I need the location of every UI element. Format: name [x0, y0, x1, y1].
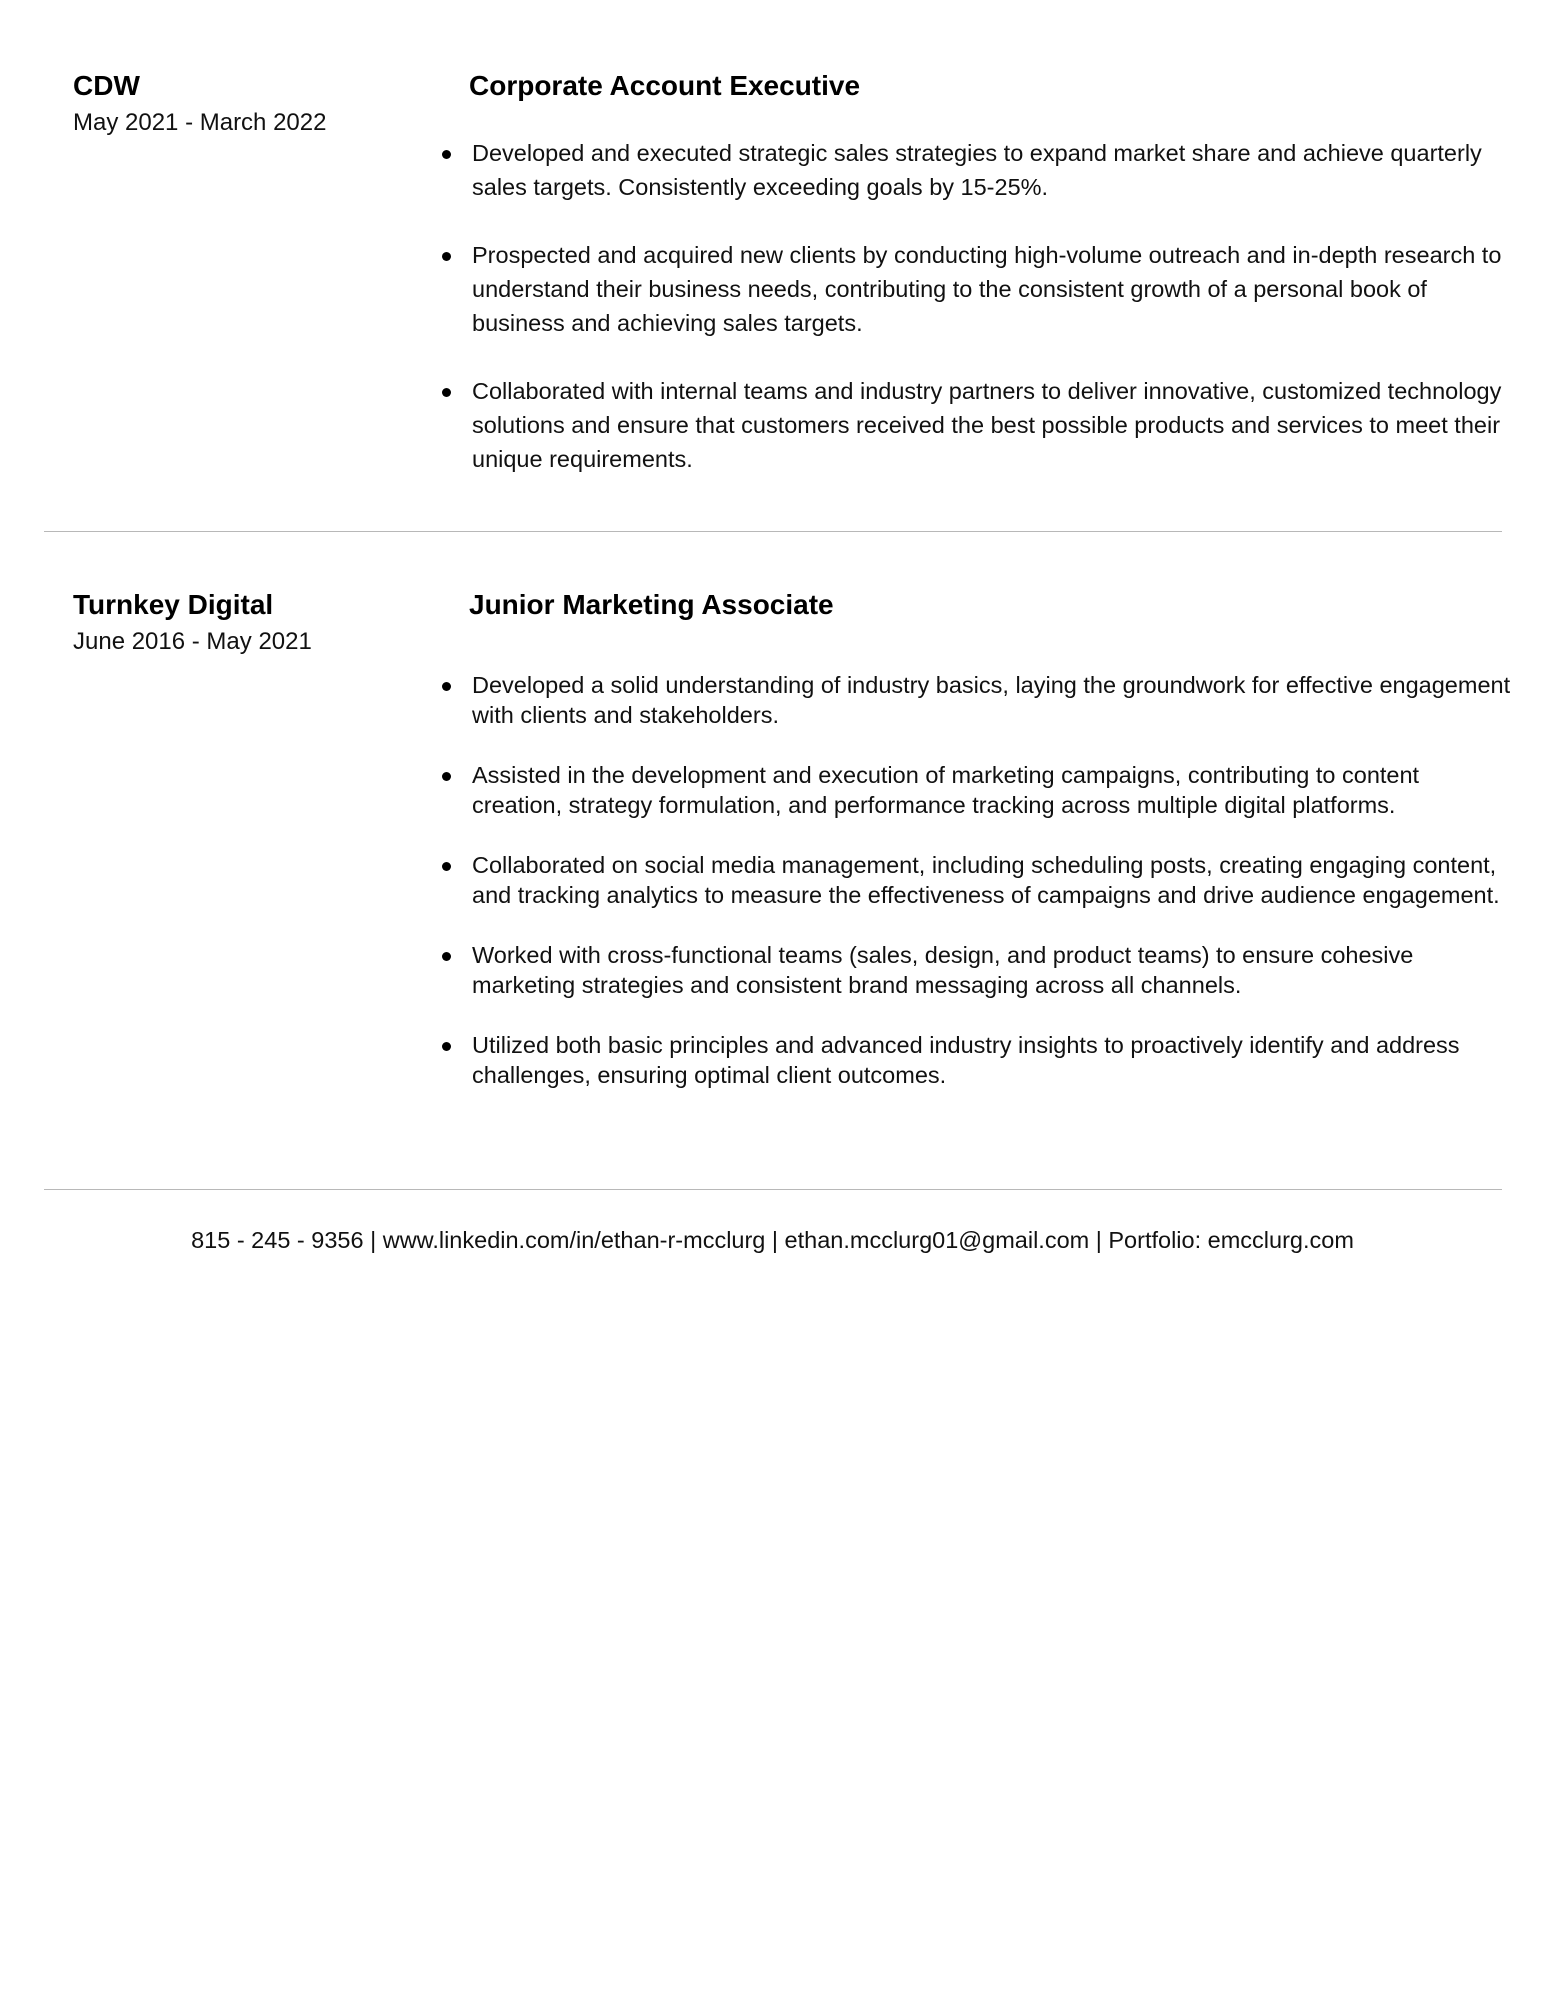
- employment-dates: June 2016 - May 2021: [73, 628, 312, 655]
- employment-dates: May 2021 - March 2022: [73, 109, 327, 136]
- job-title: Junior Marketing Associate: [469, 589, 834, 620]
- responsibility-item: Utilized both basic principles and advanced industry insights to proactively identify and address challenges, ensuring optimal client outcomes.: [472, 1030, 1512, 1090]
- job-title: Corporate Account Executive: [469, 70, 861, 101]
- company-name: CDW: [73, 70, 140, 101]
- responsibility-item: Collaborated with internal teams and industry partners to deliver innovative, customized technology solutions and ensure that customers received the best possible products and services to meet their unique requirements.: [472, 374, 1512, 476]
- responsibility-list: [472, 136, 1512, 510]
- section-divider: [44, 1189, 1502, 1190]
- responsibility-item: Developed a solid understanding of industry basics, laying the groundwork for effective engagement with clients and stakeholders.: [472, 672, 1511, 728]
- responsibility-item: Assisted in the development and execution of marketing campaigns, contributing to content creation, strategy formulation, and performance tracking across multiple digital platforms.: [472, 760, 1512, 820]
- responsibility-list: [472, 670, 1512, 1120]
- responsibility-item: Developed and executed strategic sales strategies to expand market share and achieve quarterly sales targets. Consistently exceeding goals by 15-25%.: [472, 136, 1512, 204]
- company-name: Turnkey Digital: [73, 589, 274, 620]
- contact-footer: 815 - 245 - 9356 | www.linkedin.com/in/ethan-r-mcclurg | ethan.mcclurg01@gmail.com | Portfolio: emcclurg.com: [191, 1227, 1354, 1253]
- responsibility-item: Prospected and acquired new clients by conducting high-volume outreach and in-depth research to understand their business needs, contributing to the consistent growth of a personal book of business and achieving sales targets.: [472, 238, 1512, 340]
- responsibility-item: Worked with cross-functional teams (sales, design, and product teams) to ensure cohesive marketing strategies and consistent brand messaging across all channels.: [472, 940, 1512, 1000]
- responsibility-item: Collaborated on social media management, including scheduling posts, creating engaging content, and tracking analytics to measure the effectiveness of campaigns and drive audience engagement.: [472, 850, 1512, 910]
- section-divider: [44, 531, 1502, 532]
